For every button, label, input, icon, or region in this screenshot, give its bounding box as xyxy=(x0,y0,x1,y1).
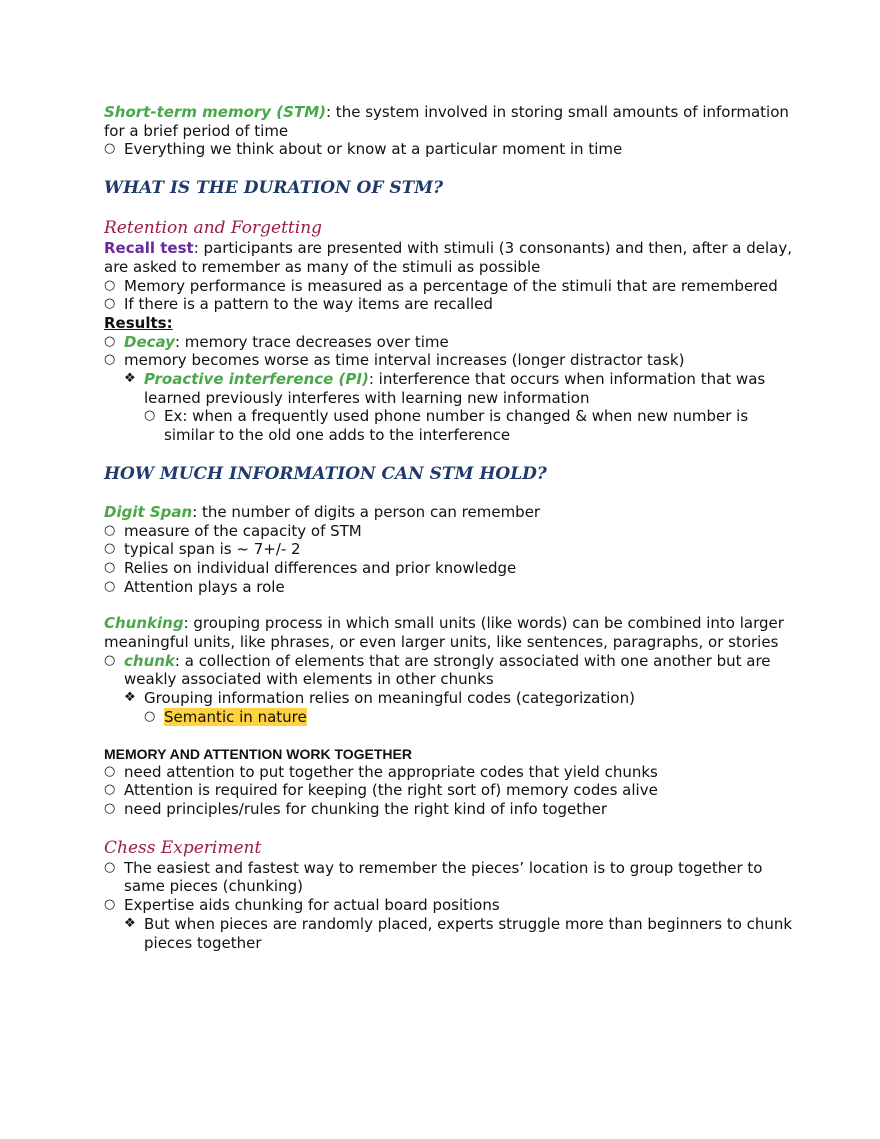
list-item: ○ If there is a pattern to the way items are recalled xyxy=(104,295,493,314)
list-item: ○ Memory performance is measured as a percentage of the stimuli that are remembered xyxy=(104,276,778,295)
duration-heading: WHAT IS THE DURATION OF STM? xyxy=(104,178,444,199)
circle-bullet-icon: ○ xyxy=(104,277,116,293)
chunk-term: chunk xyxy=(124,651,175,670)
list-item: ○ chunk: a collection of elements that are strongly associated with one another but are weakly associated with elements in other chunks xyxy=(104,651,771,689)
list-item: ○ measure of the capacity of STM xyxy=(104,521,362,540)
results-list xyxy=(104,333,794,445)
circle-bullet-icon: ○ xyxy=(104,522,116,538)
circle-bullet-icon: ○ xyxy=(104,541,116,557)
circle-bullet-icon: ○ xyxy=(104,296,116,312)
list-item: ❖ Grouping information relies on meaningful codes (categorization) xyxy=(124,689,635,708)
circle-bullet-icon: ○ xyxy=(104,333,116,349)
pi-term: Proactive interference (PI) xyxy=(144,370,369,389)
list-item: ○ The easiest and fastest way to remember the pieces’ location is to group together to same pieces (chunking) xyxy=(104,858,763,896)
diamond-bullet-icon: ❖ xyxy=(124,690,136,706)
stm-term: Short-term memory (STM) xyxy=(104,103,326,121)
list-item: ○ Relies on individual differences and prior knowledge xyxy=(104,558,517,577)
circle-bullet-icon: ○ xyxy=(104,141,116,157)
circle-bullet-icon: ○ xyxy=(104,859,116,875)
circle-bullet-icon: ○ xyxy=(104,352,116,368)
circle-bullet-icon: ○ xyxy=(104,578,116,594)
list-item: ❖ Proactive interference (PI): interference that occurs when information that was learned previously interferes with learning new information xyxy=(124,370,766,407)
circle-bullet-icon: ○ xyxy=(104,800,116,816)
results-label: Results: xyxy=(104,313,173,332)
capacity-heading: HOW MUCH INFORMATION CAN STM HOLD? xyxy=(104,463,547,484)
diamond-bullet-icon: ❖ xyxy=(124,371,136,387)
circle-bullet-icon: ○ xyxy=(104,763,116,779)
memory-attention-list xyxy=(104,763,794,819)
recall-test-definition: Recall test: participants are presented with stimuli (3 consonants) and then, after a delay, are asked to remember as many of the stimuli as possible xyxy=(104,239,793,276)
list-item: ○ Expertise aids chunking for actual board positions xyxy=(104,896,500,915)
stm-list xyxy=(104,140,794,159)
chess-list xyxy=(104,859,794,953)
circle-bullet-icon: ○ xyxy=(104,652,116,668)
chunking-list xyxy=(104,652,794,727)
list-item: ○ memory becomes worse as time interval increases (longer distractor task) xyxy=(104,351,685,370)
circle-bullet-icon: ○ xyxy=(104,559,116,575)
highlighted-text: Semantic in nature xyxy=(164,707,307,726)
list-item: ○ Attention plays a role xyxy=(104,577,285,596)
list-item: ○ need principles/rules for chunking the right kind of info together xyxy=(104,799,608,818)
circle-bullet-icon: ○ xyxy=(104,782,116,798)
recall-list xyxy=(104,277,794,314)
chess-heading: Chess Experiment xyxy=(104,837,262,858)
digit-span-definition: Digit Span: the number of digits a person can remember xyxy=(104,502,541,521)
chunking-term: Chunking xyxy=(104,614,184,633)
stm-definition: Short-term memory (STM): the system involved in storing small amounts of information for a brief period of time xyxy=(104,103,789,140)
diamond-bullet-icon: ❖ xyxy=(124,915,136,931)
list-item xyxy=(104,708,794,727)
chunking-definition: Chunking: grouping process in which small units (like words) can be combined into larger meaningful units, like phrases, or even larger units, like sentences, paragraphs, or stories xyxy=(104,614,784,652)
retention-subheading: Retention and Forgetting xyxy=(104,218,323,239)
list-item: ❖ But when pieces are randomly placed, experts struggle more than beginners to chunk pieces together xyxy=(124,914,793,952)
decay-term: Decay xyxy=(124,332,175,351)
circle-bullet-icon: ○ xyxy=(104,897,116,913)
digit-span-term: Digit Span xyxy=(104,502,193,521)
memory-attention-heading: MEMORY AND ATTENTION WORK TOGETHER xyxy=(104,745,412,762)
list-item: ○ Ex: when a frequently used phone number is changed & when new number is similar to the old one adds to the interference xyxy=(144,407,749,445)
circle-bullet-icon: ○ xyxy=(144,408,156,424)
list-item: ○ typical span is ~ 7+/- 2 xyxy=(104,540,301,559)
recall-term: Recall test xyxy=(104,239,194,258)
list-item: ○ Attention is required for keeping (the right sort of) memory codes alive xyxy=(104,781,658,800)
list-item: ○ Everything we think about or know at a particular moment in time xyxy=(104,140,623,159)
list-item: ○ need attention to put together the appropriate codes that yield chunks xyxy=(104,762,658,781)
digit-span-list xyxy=(104,522,794,597)
list-item: ○ Decay: memory trace decreases over time xyxy=(104,332,449,351)
circle-bullet-icon: ○ xyxy=(144,708,156,724)
document-page xyxy=(104,103,794,952)
